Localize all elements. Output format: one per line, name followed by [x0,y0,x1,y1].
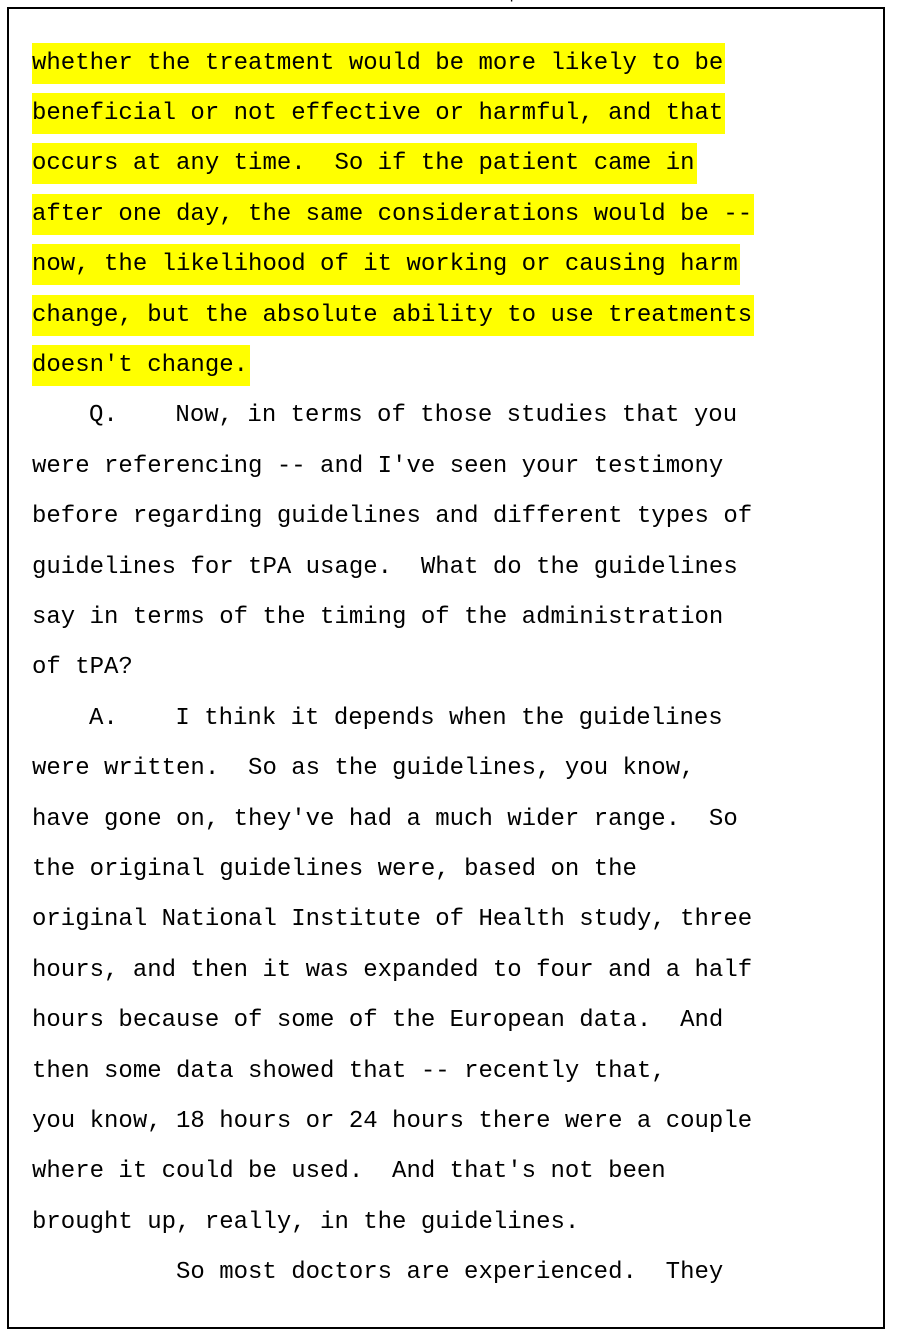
transcript-line-answer [32,693,792,743]
line-text: now, the likelihood of it working or causing harm [32,244,740,285]
transcript-line [32,1046,792,1096]
transcript-line [32,743,792,793]
transcript-line [32,1197,792,1247]
transcript-line [32,1147,792,1197]
line-text: were referencing -- and I've seen your testimony [32,452,724,480]
line-text: beneficial or not effective or harmful, and that [32,93,725,134]
transcript-line-highlighted [32,290,792,340]
transcript-line-highlighted [32,38,792,88]
transcript-line [32,794,792,844]
line-text: occurs at any time. So if the patient came in [32,143,697,184]
line-text: before regarding guidelines and different types of [32,503,753,531]
line-text: original National Institute of Health study, three [32,906,753,934]
transcript-line [32,492,792,542]
transcript-body [32,38,792,1298]
transcript-line [32,441,792,491]
line-text: whether the treatment would be more likely to be [32,43,725,84]
line-text: after one day, the same considerations would be -- [32,194,754,235]
line-text: change, but the absolute ability to use treatments [32,295,754,336]
line-text: have gone on, they've had a much wider range. So [32,805,738,833]
transcript-line-question [32,391,792,441]
transcript-line-highlighted [32,139,792,189]
transcript-line [32,643,792,693]
line-text: were written. So as the guidelines, you know, [32,755,695,783]
transcript-line-highlighted [32,340,792,390]
line-text: doesn't change. [32,345,250,386]
line-text: brought up, really, in the guidelines. [32,1208,580,1236]
transcript-line [32,1096,792,1146]
line-text: then some data showed that -- recently that, [32,1057,666,1085]
transcript-line [32,945,792,995]
line-text: hours because of some of the European data. And [32,1007,724,1035]
transcript-line [32,542,792,592]
transcript-line-highlighted [32,240,792,290]
line-text: of tPA? [32,654,133,682]
line-text: say in terms of the timing of the administration [32,603,724,631]
line-text: guidelines for tPA usage. What do the guidelines [32,553,738,581]
transcript-line [32,995,792,1045]
line-text: hours, and then it was expanded to four and a half [32,956,753,984]
line-text: So most doctors are experienced. They [176,1259,724,1287]
transcript-line [32,844,792,894]
line-text: where it could be used. And that's not been [32,1158,666,1186]
transcript-line [32,895,792,945]
transcript-line-paragraph [32,1247,792,1297]
line-text: the original guidelines were, based on the [32,855,637,883]
line-text: Q. Now, in terms of those studies that you [89,402,738,430]
transcript-line-highlighted [32,88,792,138]
transcript-line-highlighted [32,189,792,239]
line-text: A. I think it depends when the guidelines [89,704,723,732]
transcript-line [32,592,792,642]
line-text: you know, 18 hours or 24 hours there were a couple [32,1107,753,1135]
page-top-mark: · [508,0,516,8]
